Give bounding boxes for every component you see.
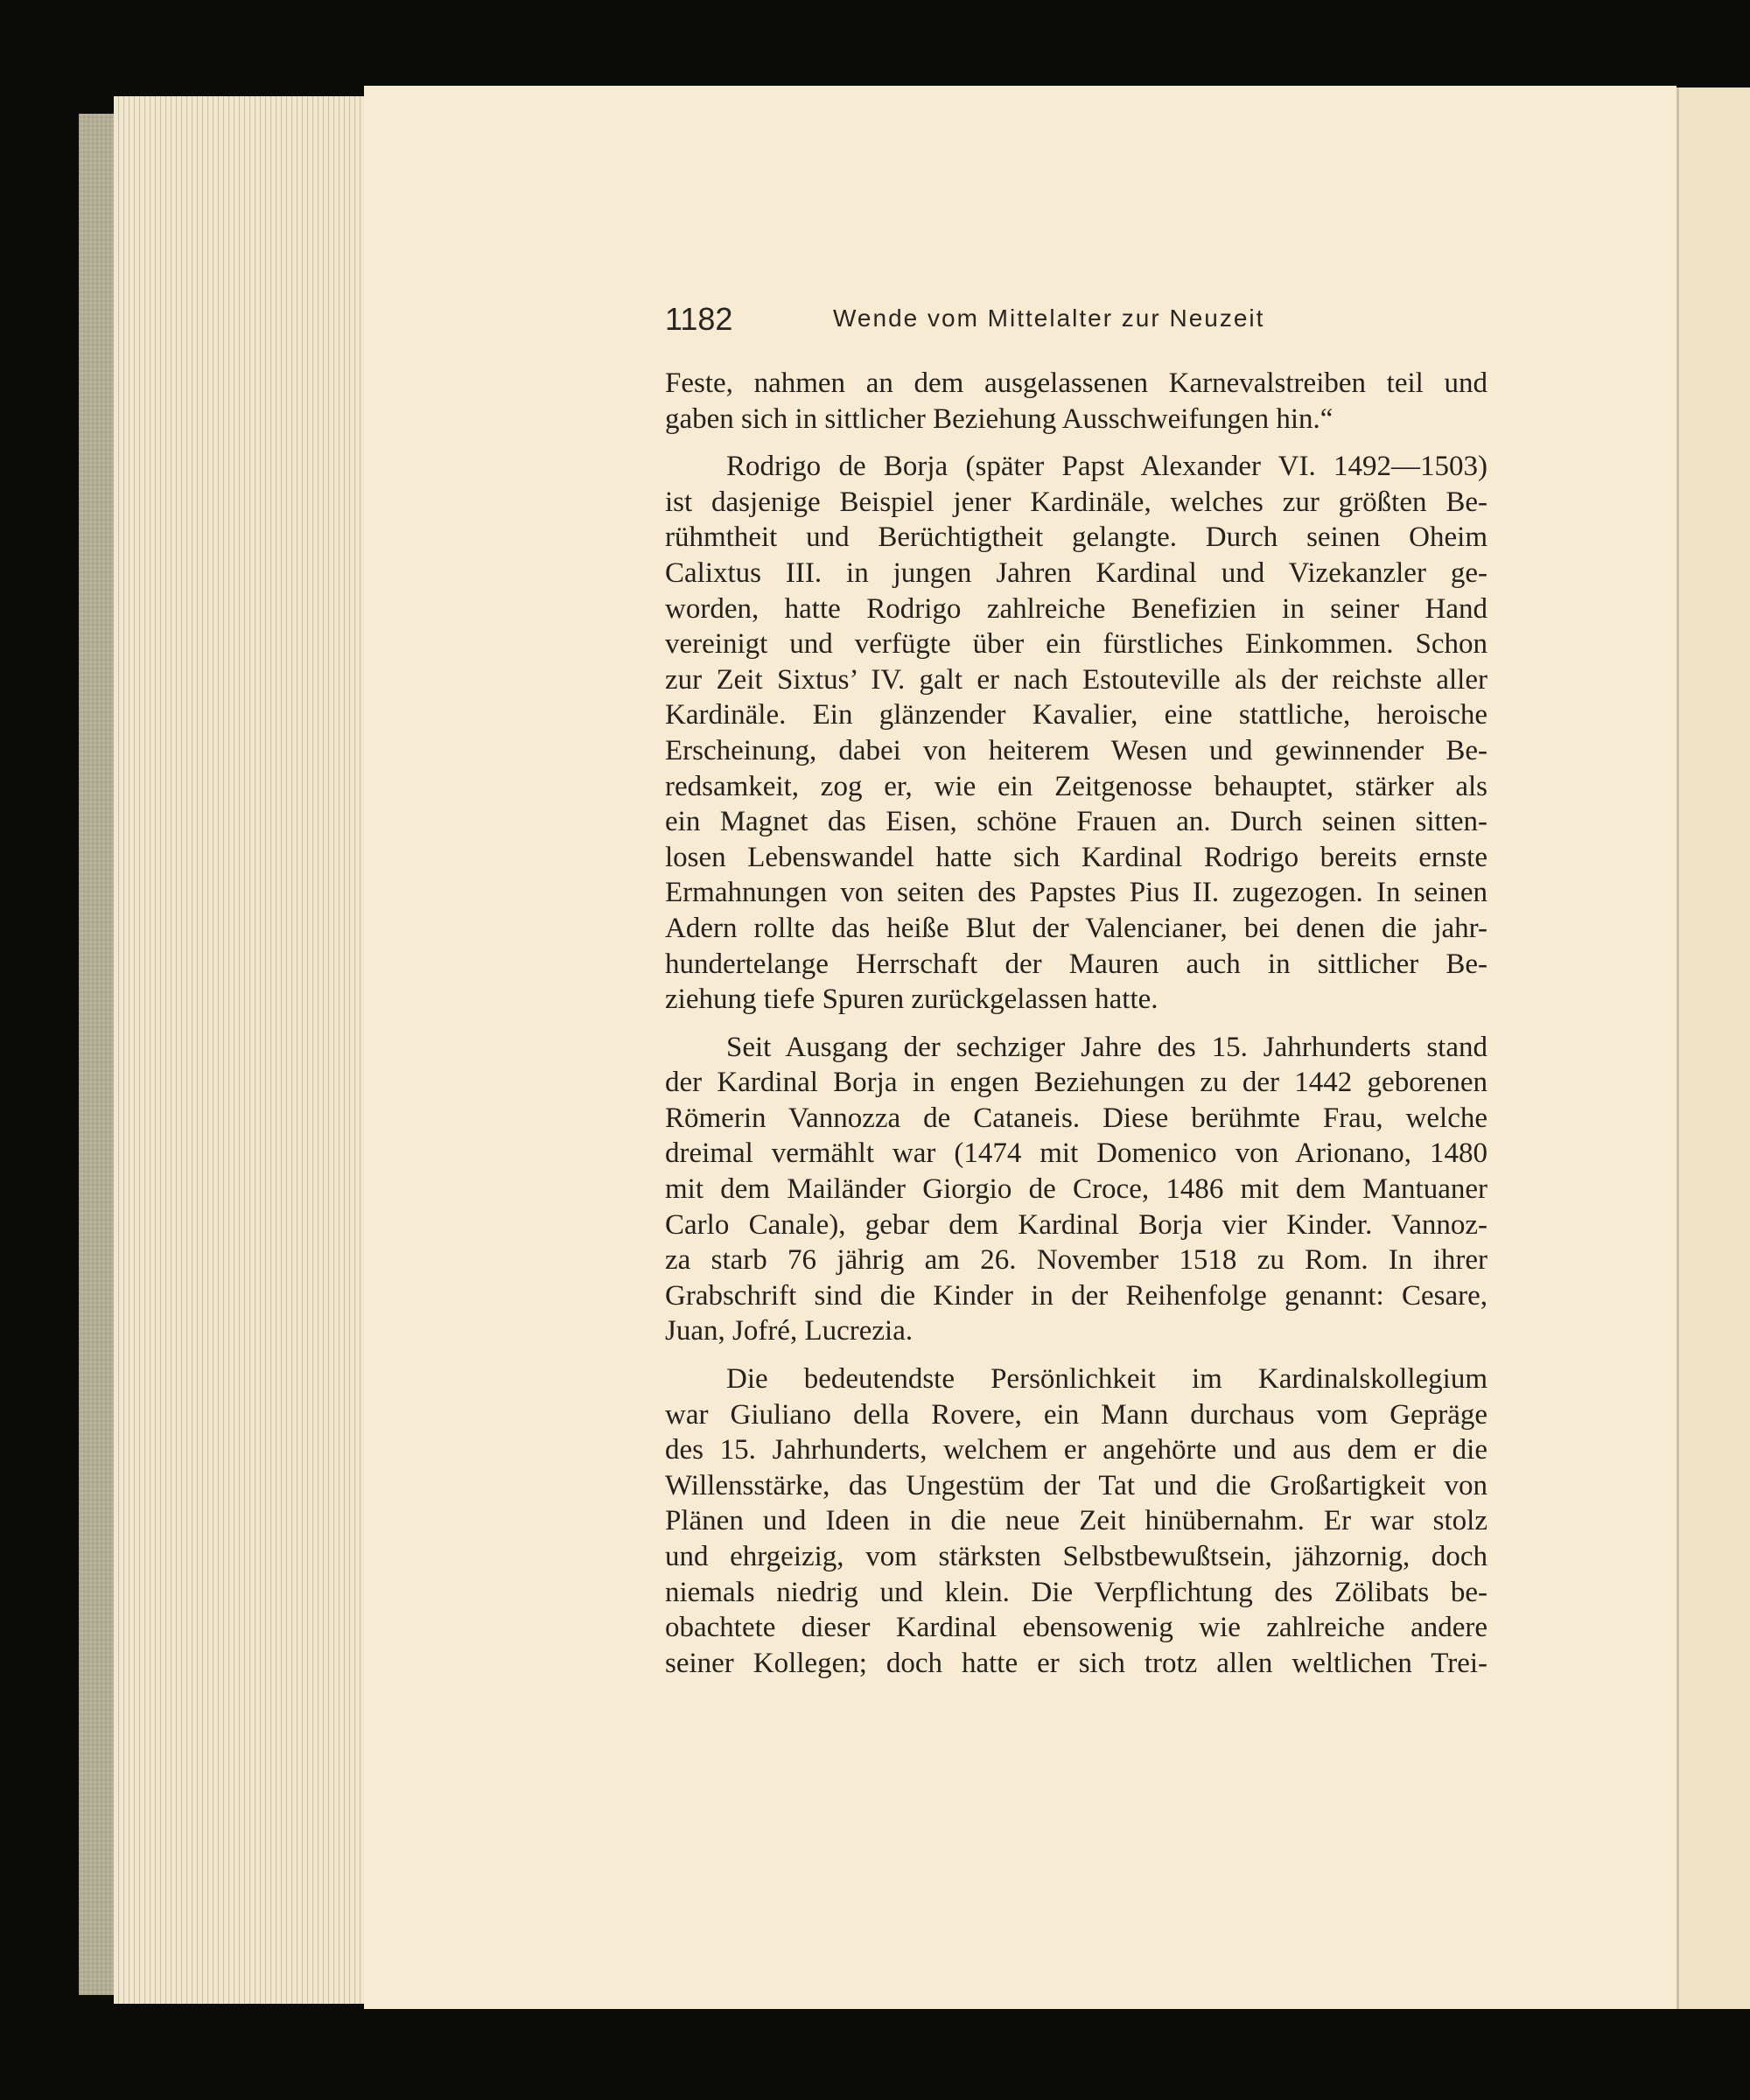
text-line: rühmtheit und Berüchtigtheit gelangte. Durch seinen Oheim xyxy=(665,522,1488,554)
text-line: Carlo Canale), gebar dem Kardinal Borja vier Kinder. Vannoz- xyxy=(665,1208,1488,1241)
paragraph xyxy=(665,449,1488,1018)
text-line: zur Zeit Sixtus’ IV. galt er nach Estouteville als der reichste aller xyxy=(665,663,1488,696)
running-title: Wende vom Mittelalter zur Neuzeit xyxy=(833,304,1265,332)
paragraph xyxy=(665,1030,1488,1349)
text-line: worden, hatte Rodrigo zahlreiche Benefizien in seiner Hand xyxy=(665,592,1488,625)
text-line: hundertelange Herrschaft der Mauren auch in sittlicher Be- xyxy=(665,948,1488,980)
text-line: Römerin Vannozza de Cataneis. Diese berühmte Frau, welche xyxy=(665,1102,1488,1134)
text-line: Plänen und Ideen in die neue Zeit hinübernahm. Er war stolz xyxy=(665,1505,1488,1537)
text-line: ziehung tiefe Spuren zurückgelassen hatte. xyxy=(665,984,1158,1016)
text-line: obachtete dieser Kardinal ebensowenig wie zahlreiche andere xyxy=(665,1612,1488,1644)
text-line: Grabschrift sind die Kinder in der Reihenfolge genannt: Cesare, xyxy=(665,1279,1488,1312)
text-line: der Kardinal Borja in engen Beziehungen zu der 1442 geborenen xyxy=(665,1067,1488,1099)
text-line: des 15. Jahrhunderts, welchem er angehörte und aus dem er die xyxy=(665,1434,1488,1466)
text-line: Willensstärke, das Ungestüm der Tat und die Großartigkeit von xyxy=(665,1469,1488,1502)
text-line: Erscheinung, dabei von heiterem Wesen und gewinnender Be- xyxy=(665,734,1488,766)
text-line: Ermahnungen von seiten des Papstes Pius II. zugezogen. In seinen xyxy=(665,877,1488,909)
next-page-edge xyxy=(1676,88,1750,2009)
text-line: war Giuliano della Rovere, ein Mann durchaus vom Gepräge xyxy=(665,1398,1488,1431)
text-line: seiner Kollegen; doch hatte er sich trotz allen weltlichen Trei- xyxy=(665,1647,1488,1679)
text-line: ist dasjenige Beispiel jener Kardinäle, welches zur größten Be- xyxy=(665,486,1488,518)
text-line: Kardinäle. Ein glänzender Kavalier, eine stattliche, heroische xyxy=(665,699,1488,732)
text-line: und ehrgeizig, vom stärksten Selbstbewußtsein, jähzornig, doch xyxy=(665,1541,1488,1572)
text-line: Adern rollte das heiße Blut der Valencianer, bei denen die jahr- xyxy=(665,912,1488,944)
text-line: Juan, Jofré, Lucrezia. xyxy=(665,1315,914,1348)
text-line: dreimal vermählt war (1474 mit Domenico von Arionano, 1480 xyxy=(665,1138,1488,1170)
text-line: Rodrigo de Borja (später Papst Alexander VI. 1492—1503) xyxy=(726,451,1488,483)
body-text xyxy=(665,366,1488,1693)
text-line: gaben sich in sittlicher Beziehung Ausschweifungen hin.“ xyxy=(665,402,1334,435)
page-number: 1182 xyxy=(665,301,733,337)
text-line: Die bedeutendste Persönlichkeit im Kardinalskollegium xyxy=(726,1363,1488,1396)
text-line: redsamkeit, zog er, wie ein Zeitgenosse behauptet, stärker als xyxy=(665,770,1488,802)
text-line: niemals niedrig und klein. Die Verpflichtung des Zölibats be- xyxy=(665,1576,1488,1608)
paragraph xyxy=(665,1362,1488,1681)
text-line: vereinigt und verfügte über ein fürstliches Einkommen. Schon xyxy=(665,628,1488,661)
text-line: ein Magnet das Eisen, schöne Frauen an. Durch seinen sitten- xyxy=(665,806,1488,838)
text-line: losen Lebenswandel hatte sich Kardinal Rodrigo bereits ernste xyxy=(665,841,1488,873)
text-line: Seit Ausgang der sechziger Jahre des 15. Jahrhunderts stand xyxy=(726,1031,1488,1063)
text-line: mit dem Mailänder Giorgio de Croce, 1486 mit dem Mantuaner xyxy=(665,1173,1488,1206)
text-line: za starb 76 jährig am 26. November 1518 zu Rom. In ihrer xyxy=(665,1244,1488,1277)
text-line: Calixtus III. in jungen Jahren Kardinal und Vizekanzler ge- xyxy=(665,556,1488,589)
page-stack-edge xyxy=(114,96,368,2004)
paragraph xyxy=(665,366,1488,437)
running-header xyxy=(665,301,1488,340)
text-line: Feste, nahmen an dem ausgelassenen Karnevalstreiben teil und xyxy=(665,368,1488,399)
